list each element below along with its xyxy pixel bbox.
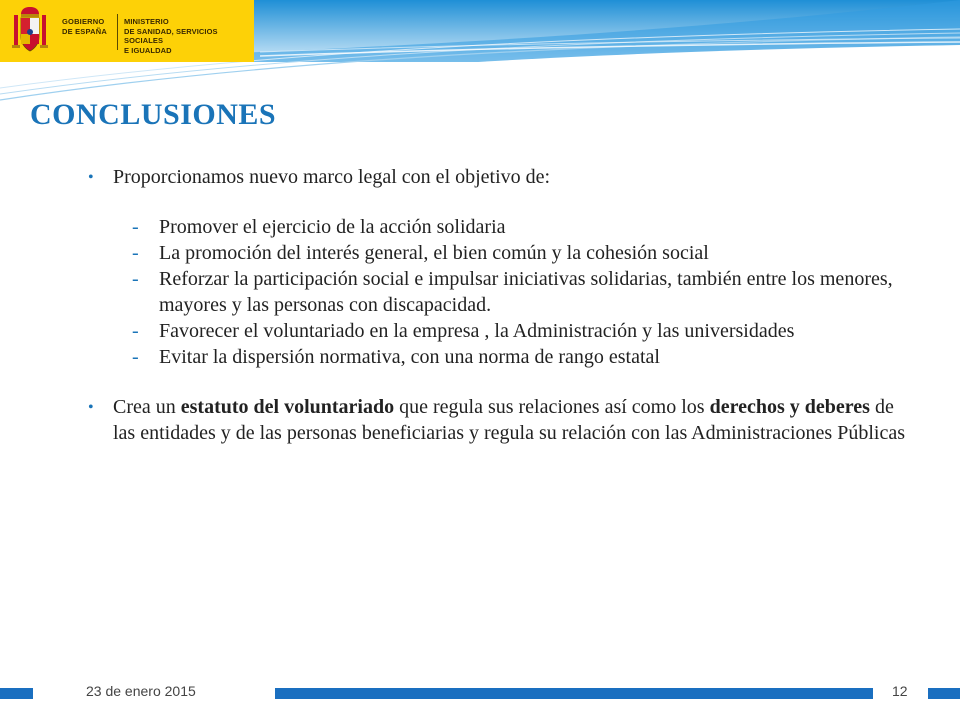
sub-item: - Promover el ejercicio de la acción solidaria (132, 216, 506, 238)
ministry-label: MINISTERIO DE SANIDAD, SERVICIOS SOCIALES E IGUALDAD (124, 17, 218, 55)
dash-icon: - (132, 346, 139, 368)
bullet-dot-icon: • (88, 169, 94, 186)
bullet-dot-icon: • (88, 399, 94, 416)
bullet-item-estatuto: • Crea un estatuto del voluntariado que regula sus relaciones así como los derechos y deberes de las entidades y de las personas beneficiarias y regula su relación con las Administraciones Públicas (88, 396, 905, 444)
footer-bar-left (0, 688, 33, 699)
dash-icon: - (132, 268, 139, 290)
bullet-item-marco-legal: • Proporcionamos nuevo marco legal con el objetivo de: (80, 164, 920, 190)
dash-icon: - (132, 242, 139, 264)
sub-item: - Favorecer el voluntariado en la empresa , la Administración y las universidades (132, 320, 795, 342)
slide-title: CONCLUSIONES (30, 98, 277, 131)
government-logo (0, 0, 254, 62)
logo-divider (117, 14, 118, 50)
spacer (80, 190, 920, 214)
dash-icon: - (132, 320, 139, 342)
footer-bar-middle (275, 688, 873, 699)
sub-item: - Reforzar la participación social e impulsar iniciativas solidarias, también entre los menores, mayores y las personas con discapacidad. (132, 268, 893, 316)
government-label: GOBIERNO DE ESPAÑA (62, 17, 108, 36)
footer-date: 23 de enero 2015 (86, 683, 196, 699)
spacer (80, 370, 920, 394)
bold-term: estatuto del voluntariado (180, 396, 395, 418)
sub-item: - Evitar la dispersión normativa, con una norma de rango estatal (132, 346, 660, 368)
footer-bar-right (928, 688, 960, 699)
page-number: 12 (892, 683, 908, 699)
sub-item: - La promoción del interés general, el bien común y la cohesión social (132, 242, 709, 264)
bold-term: derechos y deberes (709, 396, 870, 418)
slide-content (80, 164, 920, 446)
coat-of-arms-icon (10, 5, 50, 57)
dash-icon: - (132, 216, 139, 238)
